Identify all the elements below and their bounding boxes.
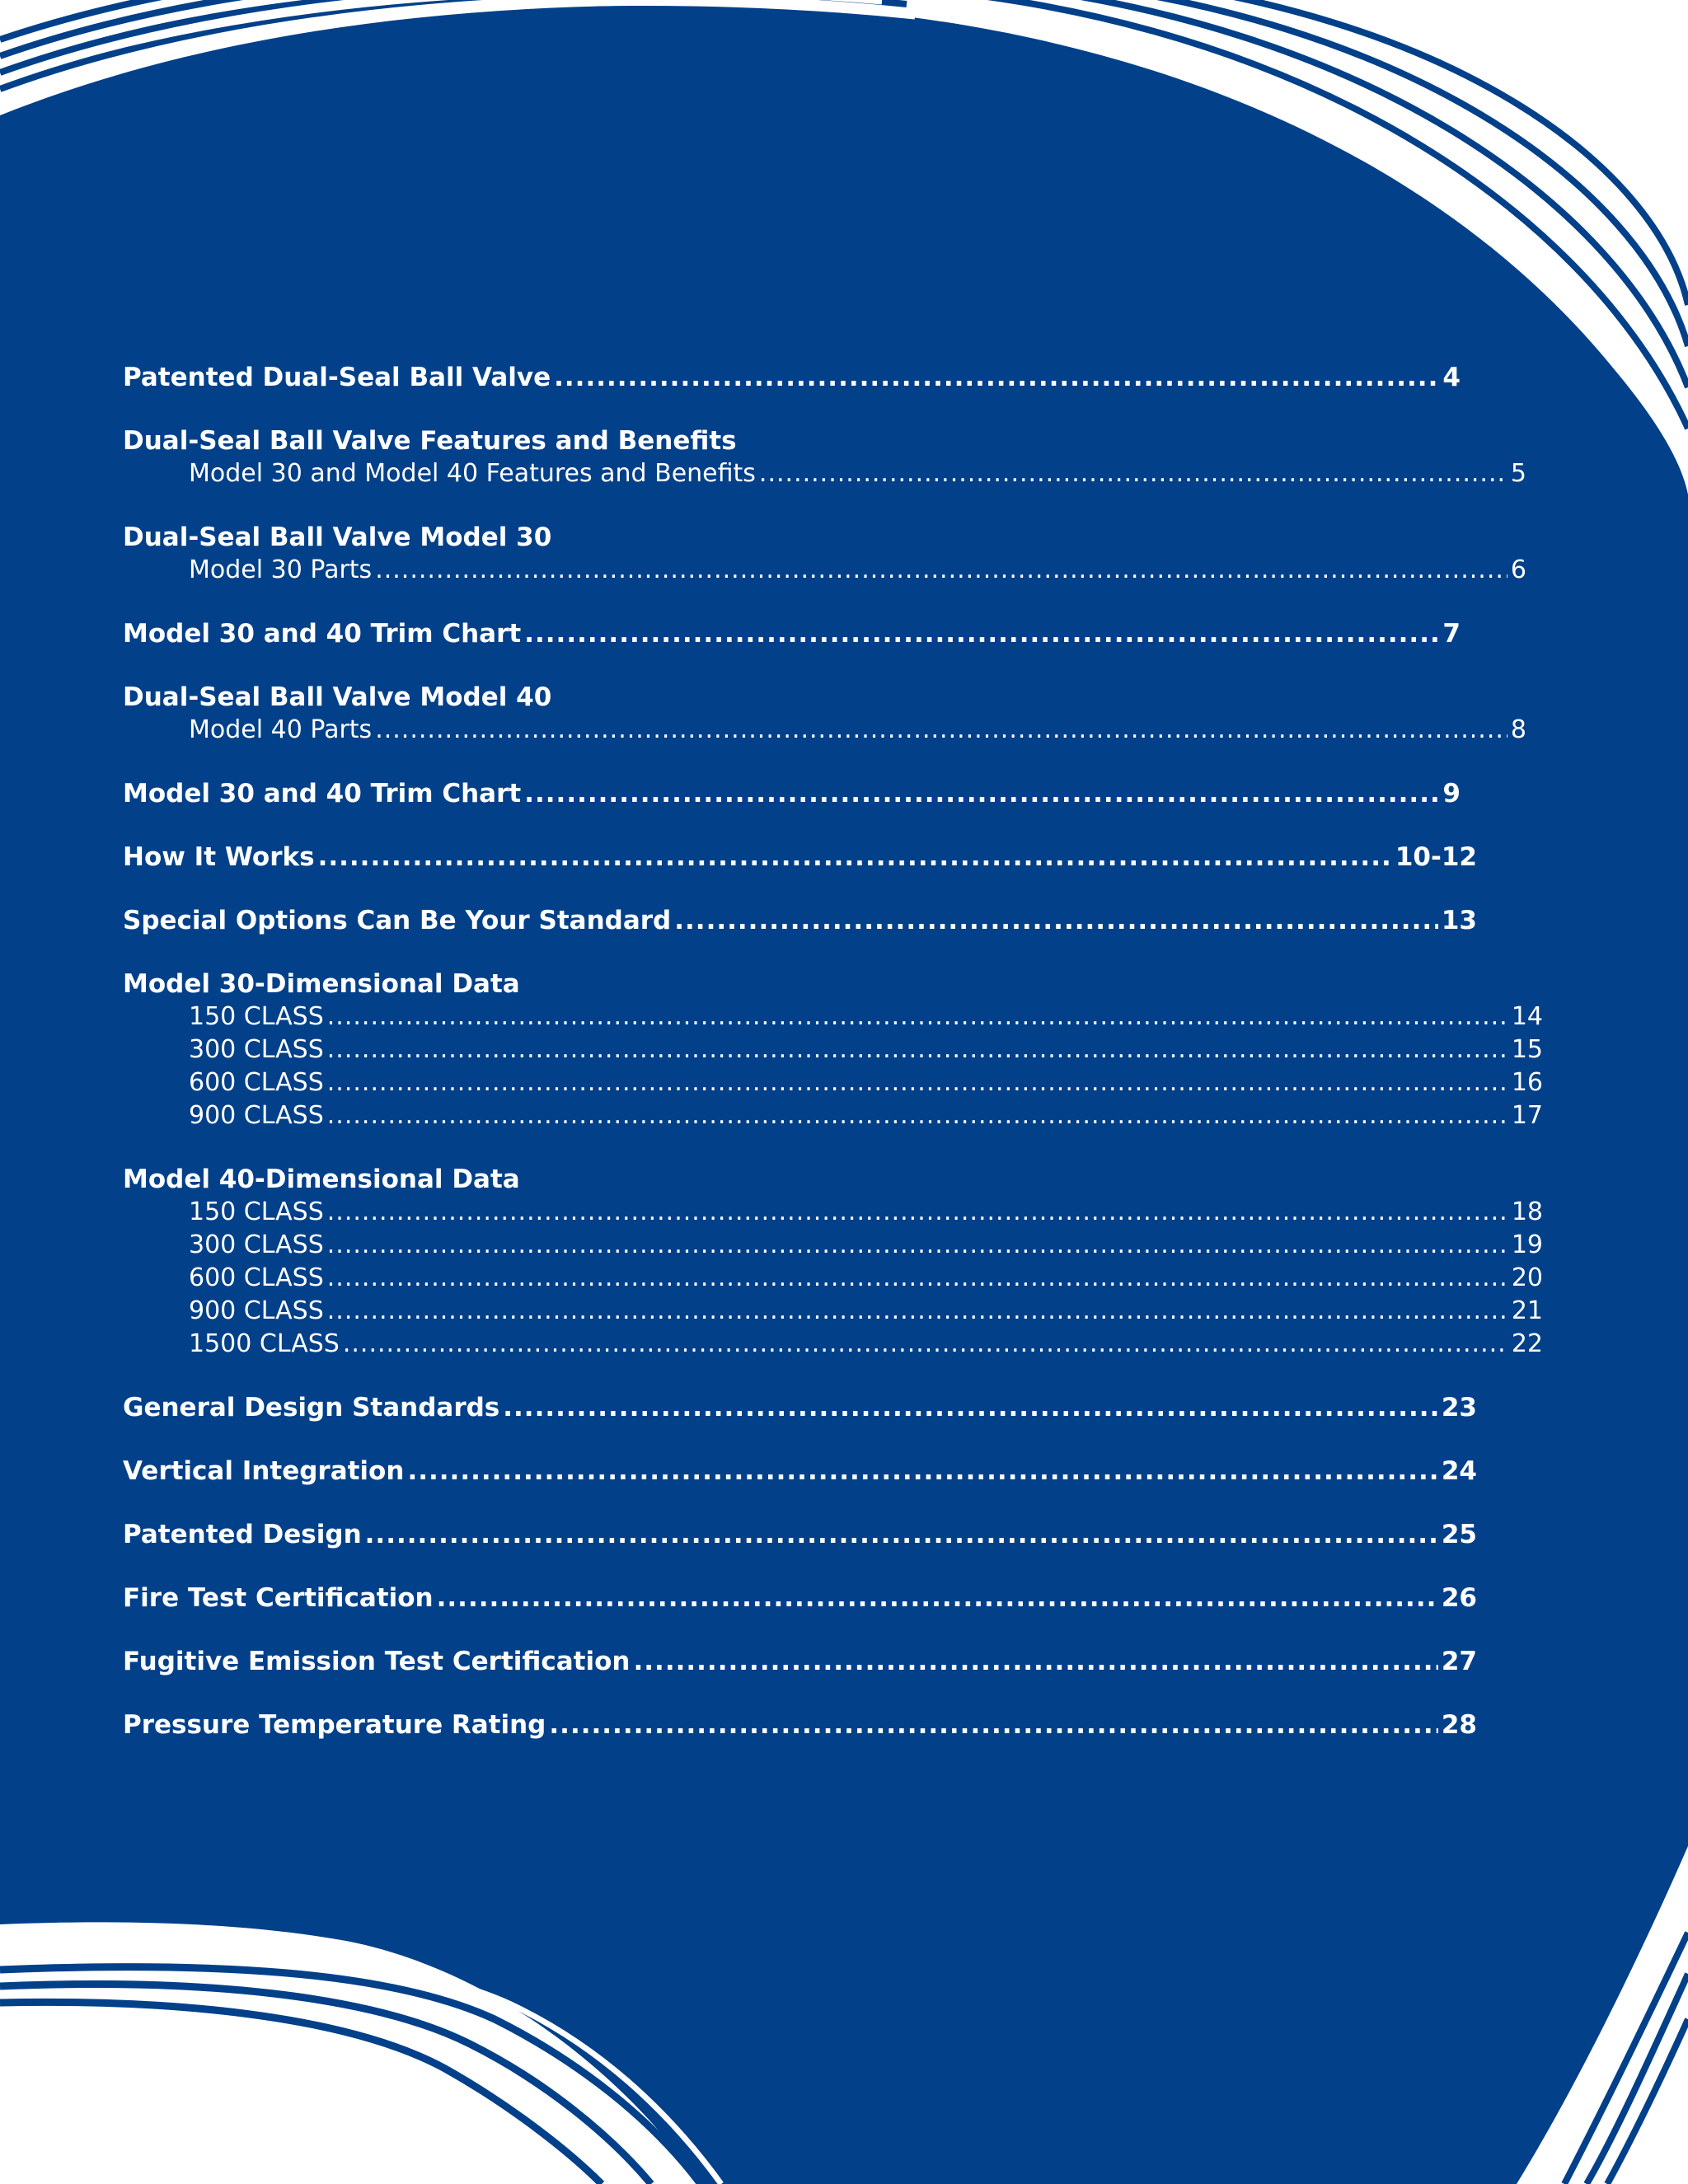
- dot-leader: [407, 1455, 1437, 1488]
- toc-entry-page: 4: [1442, 363, 1461, 392]
- toc-subentry-page: 15: [1511, 1035, 1543, 1064]
- dot-leader: [327, 1229, 1508, 1262]
- toc-section-heading: Dual-Seal Ball Valve Model 30: [123, 523, 552, 552]
- dot-leader: [554, 361, 1439, 394]
- toc-subentry[interactable]: [123, 457, 1526, 490]
- toc-subentry-page: 18: [1511, 1197, 1543, 1226]
- toc-subentry[interactable]: [123, 1295, 1543, 1328]
- toc-subentry-label: 600 CLASS: [189, 1068, 324, 1097]
- toc-entry-label: Patented Dual-Seal Ball Valve: [123, 363, 551, 392]
- toc-section-heading: Dual-Seal Ball Valve Model 40: [123, 682, 552, 712]
- toc-subentry-page: 14: [1511, 1002, 1543, 1031]
- dot-leader: [327, 1001, 1508, 1033]
- toc-entry[interactable]: [123, 904, 1477, 937]
- toc-entry-page: 24: [1441, 1456, 1477, 1486]
- toc-subentry[interactable]: [123, 1066, 1543, 1099]
- dot-leader: [524, 617, 1439, 650]
- toc-subentry-page: 20: [1511, 1263, 1543, 1292]
- toc-entry-page: 26: [1441, 1583, 1477, 1613]
- dot-leader: [327, 1262, 1508, 1295]
- toc-entry-page: 23: [1441, 1393, 1477, 1422]
- dot-leader: [343, 1328, 1508, 1361]
- toc-entry-page: 10-12: [1395, 842, 1477, 872]
- toc-subentry-label: 150 CLASS: [189, 1002, 324, 1031]
- toc-subentry[interactable]: [123, 1328, 1543, 1361]
- toc-subentry[interactable]: [123, 1001, 1543, 1033]
- toc-subentry-page: 22: [1511, 1329, 1543, 1358]
- toc-entry-label: How It Works: [123, 842, 315, 872]
- dot-leader: [327, 1099, 1508, 1132]
- toc-section-heading: Model 30-Dimensional Data: [123, 969, 520, 999]
- dot-leader: [318, 841, 1392, 874]
- toc-entry[interactable]: [123, 1708, 1477, 1741]
- toc-entry-page: 27: [1441, 1647, 1477, 1676]
- toc-subentry-label: 300 CLASS: [189, 1230, 324, 1259]
- toc-subentry-page: 8: [1510, 715, 1526, 744]
- toc-section-heading: Dual-Seal Ball Valve Features and Benefits: [123, 426, 737, 456]
- dot-leader: [759, 457, 1507, 490]
- toc-entry-page: 9: [1442, 779, 1461, 808]
- toc-entry-page: 28: [1441, 1710, 1477, 1740]
- toc-subentry[interactable]: [123, 1099, 1543, 1132]
- toc-subentry-label: Model 30 Parts: [189, 555, 373, 584]
- dot-leader: [327, 1033, 1508, 1066]
- toc-subentry-label: Model 30 and Model 40 Features and Benefits: [189, 459, 756, 488]
- toc-entry-label: Special Options Can Be Your Standard: [123, 906, 672, 935]
- toc-subentry[interactable]: [123, 1262, 1543, 1295]
- toc-entry-label: Model 30 and 40 Trim Chart: [123, 619, 522, 649]
- toc-subentry[interactable]: [123, 714, 1526, 747]
- toc-entry[interactable]: [123, 617, 1461, 650]
- dot-leader: [524, 777, 1439, 810]
- toc-subentry-page: 17: [1511, 1101, 1543, 1130]
- toc-entry-label: Patented Design: [123, 1520, 362, 1549]
- toc-entry-page: 13: [1441, 906, 1477, 935]
- toc-subentry-label: 900 CLASS: [189, 1296, 324, 1325]
- toc-entry-label: General Design Standards: [123, 1393, 500, 1422]
- toc-subentry-label: 300 CLASS: [189, 1035, 324, 1064]
- toc-subentry-page: 6: [1510, 555, 1526, 584]
- dot-leader: [549, 1708, 1437, 1741]
- toc-entry[interactable]: [123, 777, 1461, 810]
- dot-leader: [365, 1518, 1438, 1551]
- toc-subentry[interactable]: [123, 554, 1526, 587]
- toc-entry[interactable]: [123, 361, 1461, 394]
- toc-subentry-page: 19: [1511, 1230, 1543, 1259]
- toc-subentry-label: 150 CLASS: [189, 1197, 324, 1226]
- dot-leader: [327, 1066, 1508, 1099]
- toc-subentry-label: 600 CLASS: [189, 1263, 324, 1292]
- toc-entry-label: Model 30 and 40 Trim Chart: [123, 779, 522, 808]
- toc-subentry-label: 900 CLASS: [189, 1101, 324, 1130]
- toc-entry-label: Fugitive Emission Test Certification: [123, 1647, 631, 1676]
- dot-leader: [437, 1582, 1438, 1615]
- toc-subentry-page: 16: [1511, 1068, 1543, 1097]
- toc-section-heading: Model 40-Dimensional Data: [123, 1165, 520, 1194]
- dot-leader: [634, 1645, 1438, 1678]
- toc-subentry[interactable]: [123, 1033, 1543, 1066]
- toc-entry-label: Fire Test Certification: [123, 1583, 434, 1613]
- toc-entry[interactable]: [123, 841, 1477, 874]
- toc-subentry-page: 5: [1510, 459, 1526, 488]
- toc-entry-page: 25: [1441, 1520, 1477, 1549]
- toc-entry-page: 7: [1442, 619, 1461, 649]
- toc-entry[interactable]: [123, 1518, 1477, 1551]
- table-of-contents: [123, 361, 1543, 1741]
- toc-entry-label: Vertical Integration: [123, 1456, 405, 1486]
- toc-entry[interactable]: [123, 1645, 1477, 1678]
- toc-subentry[interactable]: [123, 1229, 1543, 1262]
- toc-subentry-label: 1500 CLASS: [189, 1329, 340, 1358]
- toc-entry-label: Pressure Temperature Rating: [123, 1710, 546, 1740]
- dot-leader: [327, 1196, 1508, 1229]
- dot-leader: [327, 1295, 1508, 1328]
- toc-subentry-page: 21: [1511, 1296, 1543, 1325]
- toc-entry[interactable]: [123, 1455, 1477, 1488]
- dot-leader: [375, 554, 1507, 587]
- dot-leader: [503, 1391, 1438, 1424]
- toc-subentry-label: Model 40 Parts: [189, 715, 373, 744]
- toc-entry[interactable]: [123, 1391, 1477, 1424]
- dot-leader: [375, 714, 1507, 747]
- toc-entry[interactable]: [123, 1582, 1477, 1615]
- toc-subentry[interactable]: [123, 1196, 1543, 1229]
- dot-leader: [674, 904, 1438, 937]
